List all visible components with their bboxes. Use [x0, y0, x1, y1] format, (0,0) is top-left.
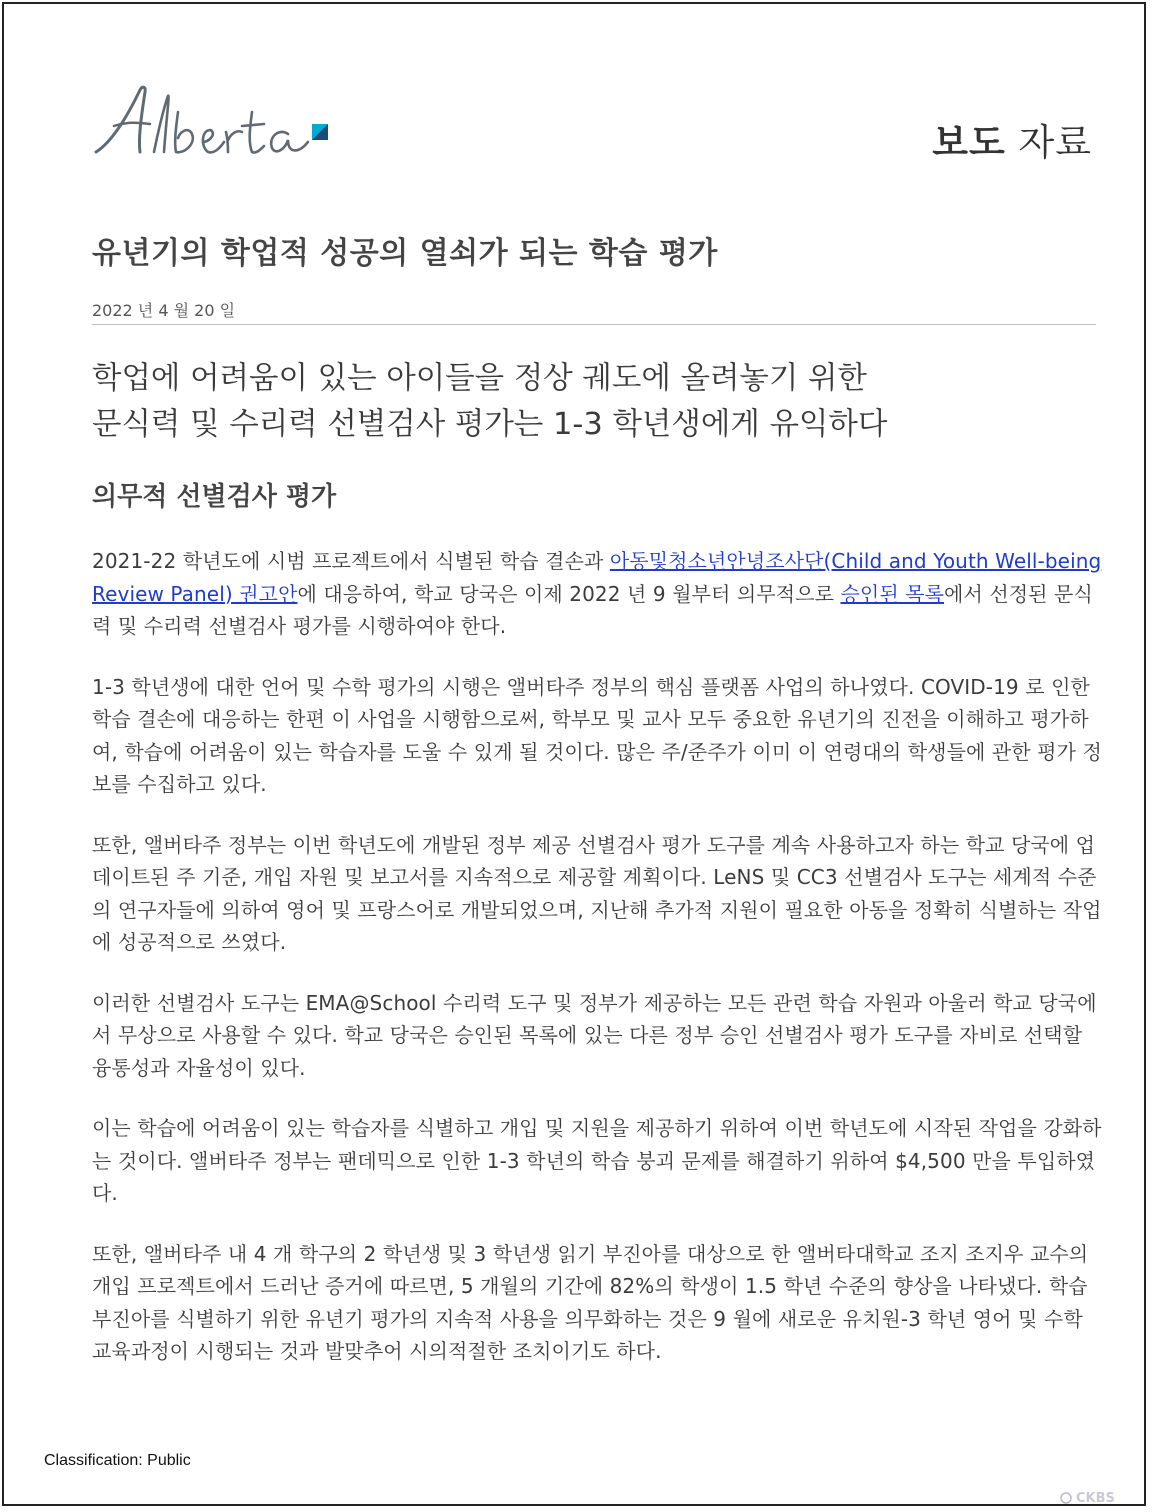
subheadline-line-2: 문식력 및 수리력 선별검사 평가는 1-3 학년생에게 유익하다: [92, 407, 888, 442]
section-title: 의무적 선별검사 평가: [92, 482, 337, 512]
subheadline: [92, 356, 1102, 448]
paragraph-3: 또한, 앨버타주 정부는 이번 학년도에 개발된 정부 제공 선별검사 평가 도구를 계속 사용하고자 하는 학교 당국에 업데이트된 주 기준, 개입 자원 및 보고서를 지속적으로 제공할 계획이다. LeNS 및 CC3 선별검사 도구는 세계적 수준의 연구자들에 의하여 영어 및 프랑스어로 개발되었으며, 지난해 추가적 지원이 필요한 아동을 정확히 식별하는 작업에 성공적으로 쓰였다.: [92, 832, 1102, 954]
paragraph-1: [92, 545, 1102, 643]
paragraph-1-text-a: 2021-22 학년도에 시범 프로젝트에서 식별된 학습 결손과: [92, 549, 610, 573]
body-text: [92, 545, 1102, 1396]
doc-type-bold: 보도: [932, 121, 1006, 164]
subheadline-line-1: 학업에 어려움이 있는 아이들을 정상 궤도에 올려놓기 위한: [92, 361, 867, 396]
release-date: 2022 년 4 월 20 일: [92, 301, 236, 320]
paragraph-4: 이러한 선별검사 도구는 EMA@School 수리력 도구 및 정부가 제공하는 모든 관련 학습 자원과 아울러 학교 당국에서 무상으로 사용할 수 있다. 학교 당국은 승인된 목록에 있는 다른 정부 승인 선별검사 평가 도구를 자비로 선택할 융통성과 자율성이 있다.: [92, 990, 1097, 1080]
doc-type-rest: 자료: [1018, 121, 1092, 164]
paragraph-1-text-b: 에 대응하여, 학교 당국은 이제 2022 년 9 월부터 의무적으로: [297, 581, 841, 606]
approved-list-link[interactable]: 승인된 목록: [840, 581, 945, 606]
document-type-label: [932, 112, 1092, 166]
divider: [92, 324, 1096, 325]
paragraph-6: 또한, 앨버타주 내 4 개 학구의 2 학년생 및 3 학년생 읽기 부진아를 대상으로 한 앨버타대학교 조지 조지우 교수의 개입 프로젝트에서 드러난 증거에 따르면, 5 개월의 기간에 82%의 학생이 1.5 학년 수준의 향상을 나타냈다. 학습 부진아를 식별하기 위한 유년기 평가의 지속적 사용을 의무화하는 것은 9 월에 새로운 유치원-3 학년 영어 및 수학 교육과정이 시행되는 것과 발맞추어 시의적절한 조치이기도 하다.: [92, 1241, 1089, 1363]
paragraph-5: 이는 학습에 어려움이 있는 학습자를 식별하고 개입 및 지원을 제공하기 위하여 이번 학년도에 시작된 작업을 강화하는 것이다. 앨버타주 정부는 팬데믹으로 인한 1-3 학년의 학습 붕괴 문제를 해결하기 위하여 $4,500 만을 투입하였다.: [92, 1116, 1102, 1205]
svg-text:CKBS: CKBS: [1076, 1491, 1115, 1506]
paragraph-2: 1-3 학년생에 대한 언어 및 수학 평가의 시행은 앨버타주 정부의 핵심 플랫폼 사업의 하나였다. COVID-19 로 인한 학습 결손에 대응하는 한편 이 사업을 시행함으로써, 학부모 및 교사 모두 중요한 유년기의 진전을 이해하고 평가하여, 학습에 어려움이 있는 학습자를 도울 수 있게 될 것이다. 많은 주/준주가 이미 이 연령대의 학생들에 관한 평가 정보를 수집하고 있다.: [92, 674, 1102, 796]
paragraph-1-text-c: 에서 선정된 문식력 및 수리력 선별검사 평가를 시행하여야 한다.: [92, 581, 1093, 638]
alberta-logo-icon: [92, 82, 342, 162]
review-panel-link[interactable]: 아동및청소년안녕조사단(Child and Youth Well-being Review Panel) 권고안: [92, 549, 1102, 606]
classification-label: Classification: Public: [44, 1452, 191, 1469]
page-title: 유년기의 학업적 성공의 열쇠가 되는 학습 평가: [92, 236, 718, 271]
watermark-icon: [1058, 1486, 1138, 1506]
